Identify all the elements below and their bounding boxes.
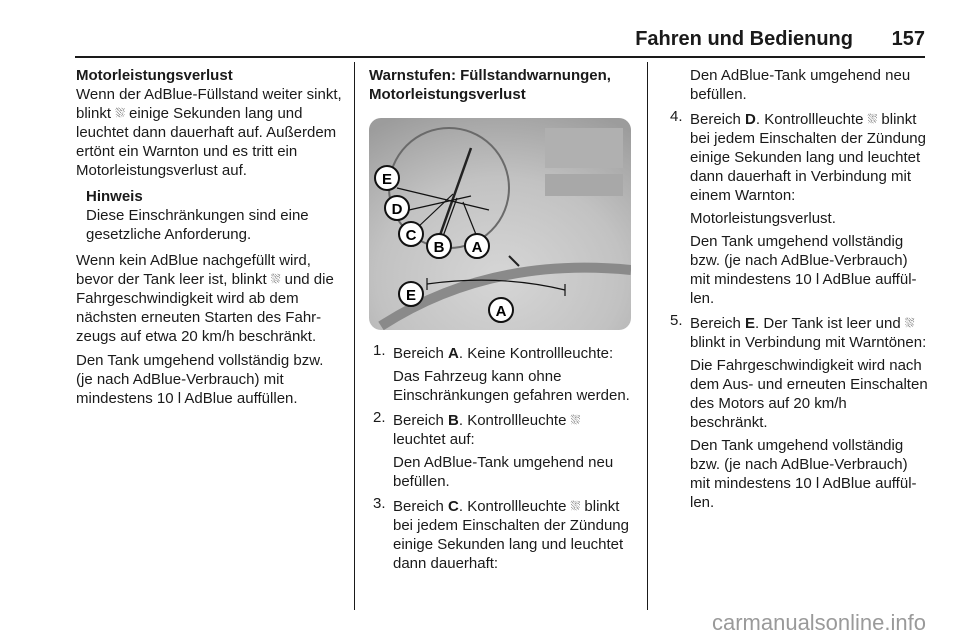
- page-number: 157: [891, 28, 925, 50]
- adblue-gauge-illustration: [369, 118, 631, 330]
- list-item: 4. Bereich D. Kontrollleuchte ⛆ blinkt bei jedem Einschalten der Zündung einige Sekunden lang und leuchtet dann dauerhaft in Verbindung mit einem Warnton: Motorleistungsverlust. Den Tank umgehend vollständig bzw. (je nach AdBlue-Verbrauch) mit mindestens 10 l AdBlue auffüllen.: [670, 108, 926, 307]
- paragraph: Den Tank umgehend vollständig bzw. (je nach AdBlue-Verbrauch) mit mindestens 10 l AdBlue auffüllen.: [76, 352, 324, 407]
- header-rule: [75, 56, 925, 58]
- list-item: 2. Bereich B. Kontrollleuchte ⛆ leuchtet auf: Den AdBlue-Tank umgehend neu befüllen.: [369, 411, 635, 491]
- label-e2: E: [405, 287, 417, 304]
- left-column: [76, 66, 344, 413]
- list-number: 4.: [670, 108, 683, 125]
- list-item: 3. Bereich C. Kontrollleuchte ⛆ blinkt bei jedem Einschalten der Zündung einige Sekunden lang und leuchtet dann dauerhaft:: [373, 495, 629, 572]
- label-c: C: [405, 227, 417, 244]
- note-text: Diese Einschränkungen sind eine gesetzliche Anforderung.: [86, 207, 309, 243]
- middle-column: [369, 66, 635, 579]
- list-text: Den AdBlue-Tank umgehend neu befüllen.: [690, 67, 911, 103]
- label-a: A: [471, 239, 483, 256]
- note-title: Hinweis: [86, 188, 143, 205]
- adblue-warning-icon: ⛆: [904, 316, 915, 330]
- right-column: [666, 66, 928, 518]
- list-number: 1.: [373, 342, 386, 359]
- list-text: Den AdBlue-Tank umgehend neu befüllen.: [393, 454, 614, 490]
- list-text: Den Tank umgehend vollständig bzw. (je nach AdBlue-Verbrauch) mit mindestens 10 l AdBlue auffüllen.: [690, 233, 917, 307]
- adblue-warning-icon: ⛆: [570, 499, 581, 513]
- section-heading: Motorleistungsverlust: [76, 67, 233, 84]
- list-item: 1. Bereich A. Keine Kontrollleuchte: Das Fahrzeug kann ohne Einschränkungen gefahren werden.: [369, 344, 635, 405]
- section-title: Fahren und Bedienung: [635, 28, 853, 50]
- paragraph: Wenn der AdBlue-Füllstand weiter sinkt, blinkt ⛆ einige Sekunden lang und leuchtet dann dauerhaft auf. Außerdem ertönt ein Warnton und es tritt ein Motorleistungsverlust auf.: [76, 86, 342, 179]
- adblue-warning-icon: ⛆: [270, 272, 281, 286]
- column-divider-right: [647, 62, 648, 610]
- label-e: E: [381, 171, 393, 188]
- note-box: [76, 187, 344, 244]
- list-text: Das Fahrzeug kann ohne Einschränkungen gefahren werden.: [393, 368, 630, 404]
- list-item-continued: [666, 66, 928, 104]
- adblue-warning-icon: ⛆: [867, 112, 878, 126]
- list-text: Motorleistungsverlust.: [690, 210, 836, 227]
- page-header: [75, 28, 925, 54]
- list-number: 3.: [373, 495, 386, 512]
- display-panel: [545, 174, 623, 196]
- column-divider-left: [354, 62, 355, 610]
- paragraph: Wenn kein AdBlue nachgefüllt wird, bevor der Tank leer ist, blinkt ⛆ und die Fahrgeschwindigkeit wird ab dem nächsten erneuten Starten des Fahrzeugs auf etwa 20 km/h beschränkt.: [76, 252, 334, 345]
- display-panel: [545, 128, 623, 168]
- adblue-warning-icon: ⛆: [570, 413, 581, 427]
- label-d: D: [391, 201, 403, 218]
- adblue-warning-icon: ⛆: [115, 106, 125, 120]
- list-number: 5.: [670, 312, 683, 329]
- list-number: 2.: [373, 409, 386, 426]
- list-text: Den Tank umgehend vollständig bzw. (je nach AdBlue-Verbrauch) mit mindestens 10 l AdBlue auffüllen.: [690, 437, 917, 511]
- label-b: B: [433, 239, 445, 256]
- label-a2: A: [495, 303, 507, 320]
- watermark: carmanualsonline.info: [711, 610, 926, 635]
- list-item: 5. Bereich E. Der Tank ist leer und ⛆ blinkt in Verbindung mit Warntönen: Die Fahrgeschwindigkeit wird nach dem Aus- und erneuten Einschalten des Motors auf 20 km/h beschränkt. Den Tank umgehend vollständig bzw. (je nach AdBlue-Verbrauch) mit mindestens 10 l AdBlue auffüllen.: [670, 312, 928, 511]
- section-heading: Warnstufen: Füllstandwarnungen, Motorleistungsverlust: [369, 67, 611, 103]
- list-text: Die Fahrgeschwindigkeit wird nach dem Aus- und erneuten Einschalten des Motors auf 20 km/h beschränkt.: [690, 357, 928, 431]
- gauge-figure: [369, 118, 631, 330]
